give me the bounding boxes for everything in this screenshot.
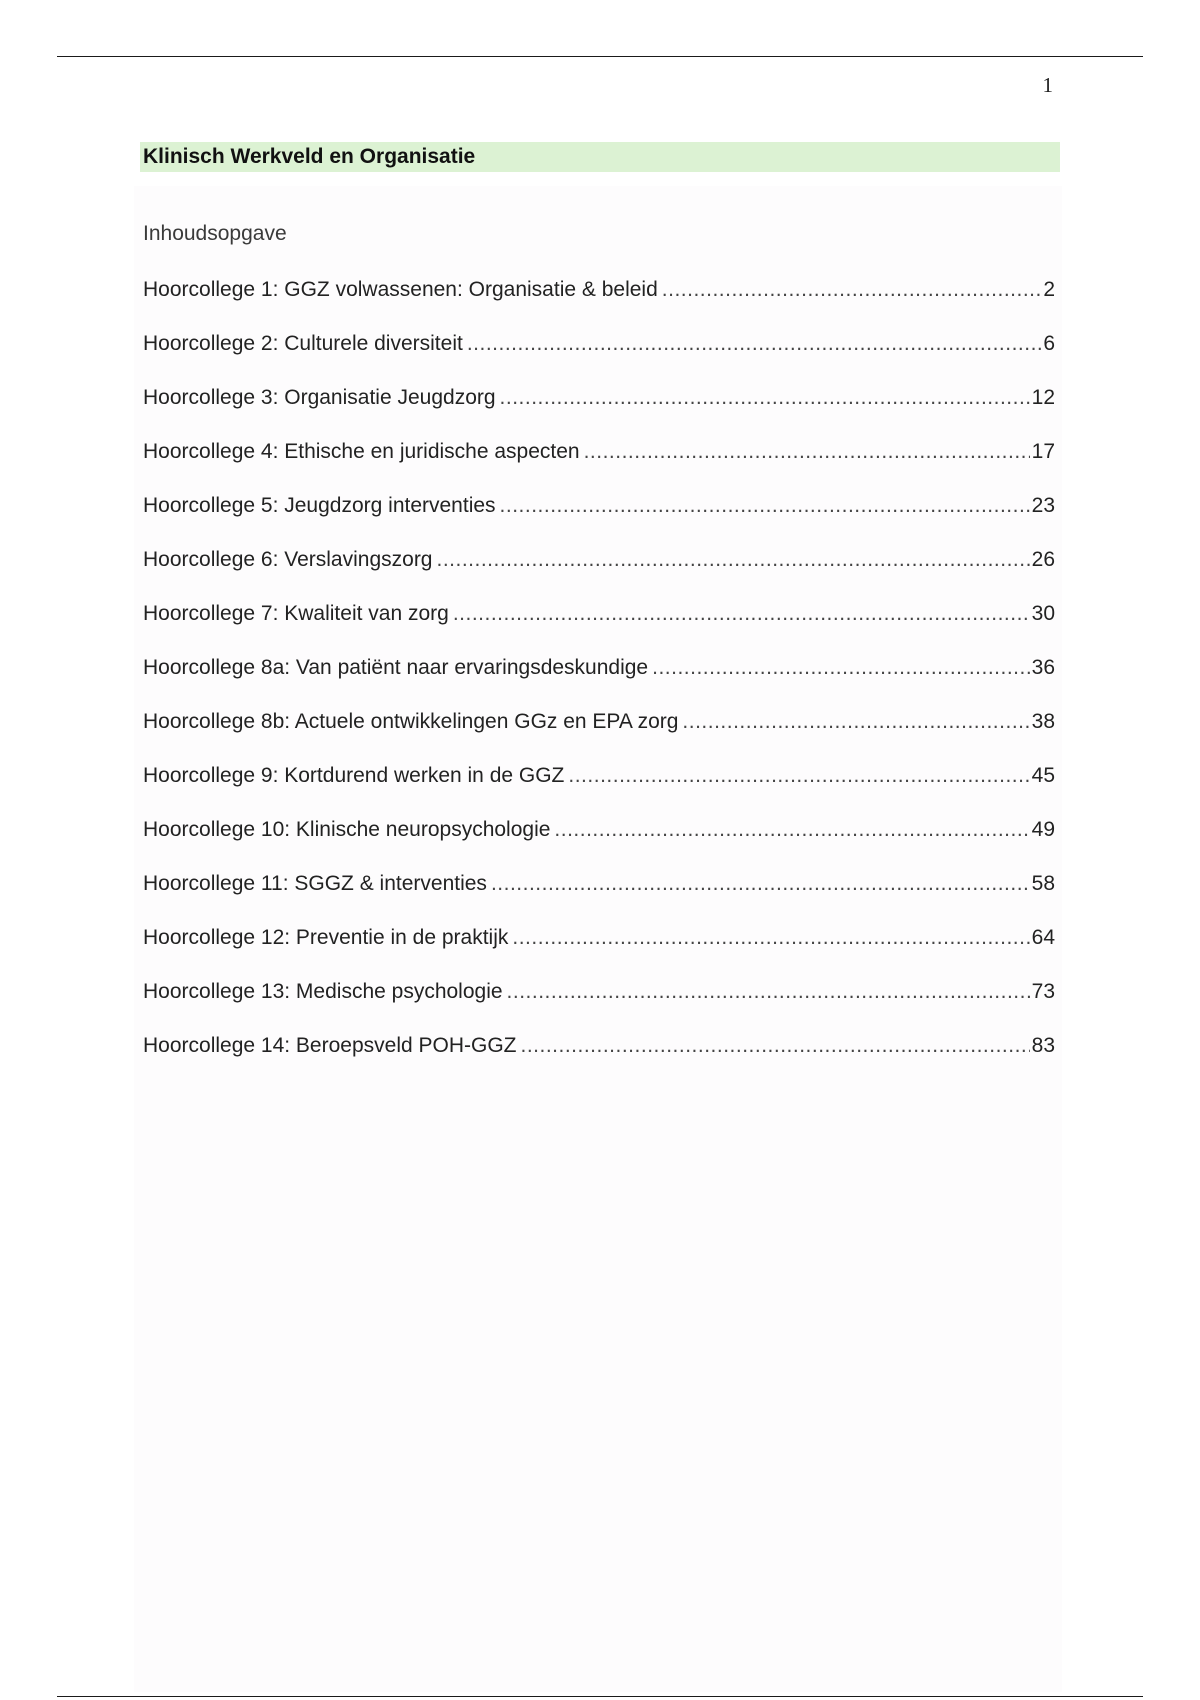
toc-entry[interactable] xyxy=(143,494,1055,548)
toc-entry-title: Hoorcollege 7: Kwaliteit van zorg xyxy=(143,602,449,625)
toc-dot-leader xyxy=(652,656,1030,680)
toc-dot-leader xyxy=(491,872,1030,896)
toc-entry-title: Hoorcollege 8a: Van patiënt naar ervaringsdeskundige xyxy=(143,656,649,679)
toc-entry-page: 36 xyxy=(1031,656,1055,679)
toc-entry-page: 58 xyxy=(1031,872,1055,895)
toc-dot-leader xyxy=(682,710,1029,734)
toc-entry-title: Hoorcollege 1: GGZ volwassenen: Organisatie & beleid xyxy=(143,278,658,301)
toc-entry-title: Hoorcollege 10: Klinische neuropsychologie xyxy=(143,818,551,841)
toc-entry-title: Hoorcollege 3: Organisatie Jeugdzorg xyxy=(143,386,496,409)
toc-entry-page: 23 xyxy=(1031,494,1055,517)
toc-entry-page: 49 xyxy=(1031,818,1055,841)
toc-entry-title: Hoorcollege 11: SGGZ & interventies xyxy=(143,872,487,895)
toc-entry-page: 2 xyxy=(1043,278,1055,301)
footer-rule xyxy=(57,1696,1143,1697)
toc-dot-leader xyxy=(437,548,1030,572)
toc-entry[interactable] xyxy=(143,872,1055,926)
toc-entry[interactable] xyxy=(143,710,1055,764)
toc-dot-leader xyxy=(512,926,1029,950)
toc-entry[interactable] xyxy=(143,602,1055,656)
toc-entry-title: Hoorcollege 8b: Actuele ontwikkelingen GGz en EPA zorg xyxy=(143,710,679,733)
toc-entry-title: Hoorcollege 12: Preventie in de praktijk xyxy=(143,926,509,949)
toc-entry-title: Hoorcollege 14: Beroepsveld POH-GGZ xyxy=(143,1034,517,1057)
toc-entry[interactable] xyxy=(143,440,1055,494)
toc-dot-leader xyxy=(507,980,1030,1004)
toc-entry[interactable] xyxy=(143,926,1055,980)
toc-dot-leader xyxy=(568,764,1029,788)
toc-entry-page: 73 xyxy=(1031,980,1055,1003)
table-of-contents xyxy=(143,278,1055,1088)
toc-dot-leader xyxy=(662,278,1041,302)
toc-entry-title: Hoorcollege 5: Jeugdzorg interventies xyxy=(143,494,496,517)
header-rule xyxy=(57,56,1143,57)
toc-entry[interactable] xyxy=(143,278,1055,332)
toc-entry[interactable] xyxy=(143,980,1055,1034)
toc-entry[interactable] xyxy=(143,548,1055,602)
toc-entry-title: Hoorcollege 13: Medische psychologie xyxy=(143,980,503,1003)
toc-dot-leader xyxy=(453,602,1030,626)
toc-entry-title: Hoorcollege 9: Kortdurend werken in de GGZ xyxy=(143,764,565,787)
toc-entry-page: 45 xyxy=(1031,764,1055,787)
page-number: 1 xyxy=(1042,73,1053,97)
toc-entry-title: Hoorcollege 2: Culturele diversiteit xyxy=(143,332,463,355)
toc-entry-page: 38 xyxy=(1031,710,1055,733)
toc-entry-page: 64 xyxy=(1031,926,1055,949)
toc-entry[interactable] xyxy=(143,332,1055,386)
document-title: Klinisch Werkveld en Organisatie xyxy=(140,142,1060,172)
toc-entry[interactable] xyxy=(143,818,1055,872)
toc-entry-page: 6 xyxy=(1043,332,1055,355)
toc-dot-leader xyxy=(584,440,1030,464)
toc-entry-page: 30 xyxy=(1031,602,1055,625)
toc-entry-page: 17 xyxy=(1031,440,1055,463)
toc-dot-leader xyxy=(554,818,1029,842)
toc-entry-page: 83 xyxy=(1031,1034,1055,1057)
toc-dot-leader xyxy=(521,1034,1030,1058)
toc-dot-leader xyxy=(500,386,1030,410)
toc-entry-page: 26 xyxy=(1031,548,1055,571)
toc-heading: Inhoudsopgave xyxy=(143,222,287,245)
toc-entry[interactable] xyxy=(143,1034,1055,1088)
toc-entry-page: 12 xyxy=(1031,386,1055,409)
toc-entry-title: Hoorcollege 6: Verslavingszorg xyxy=(143,548,433,571)
toc-dot-leader xyxy=(500,494,1030,518)
toc-entry[interactable] xyxy=(143,656,1055,710)
toc-entry[interactable] xyxy=(143,386,1055,440)
toc-dot-leader xyxy=(467,332,1041,356)
toc-entry-title: Hoorcollege 4: Ethische en juridische aspecten xyxy=(143,440,580,463)
toc-entry[interactable] xyxy=(143,764,1055,818)
